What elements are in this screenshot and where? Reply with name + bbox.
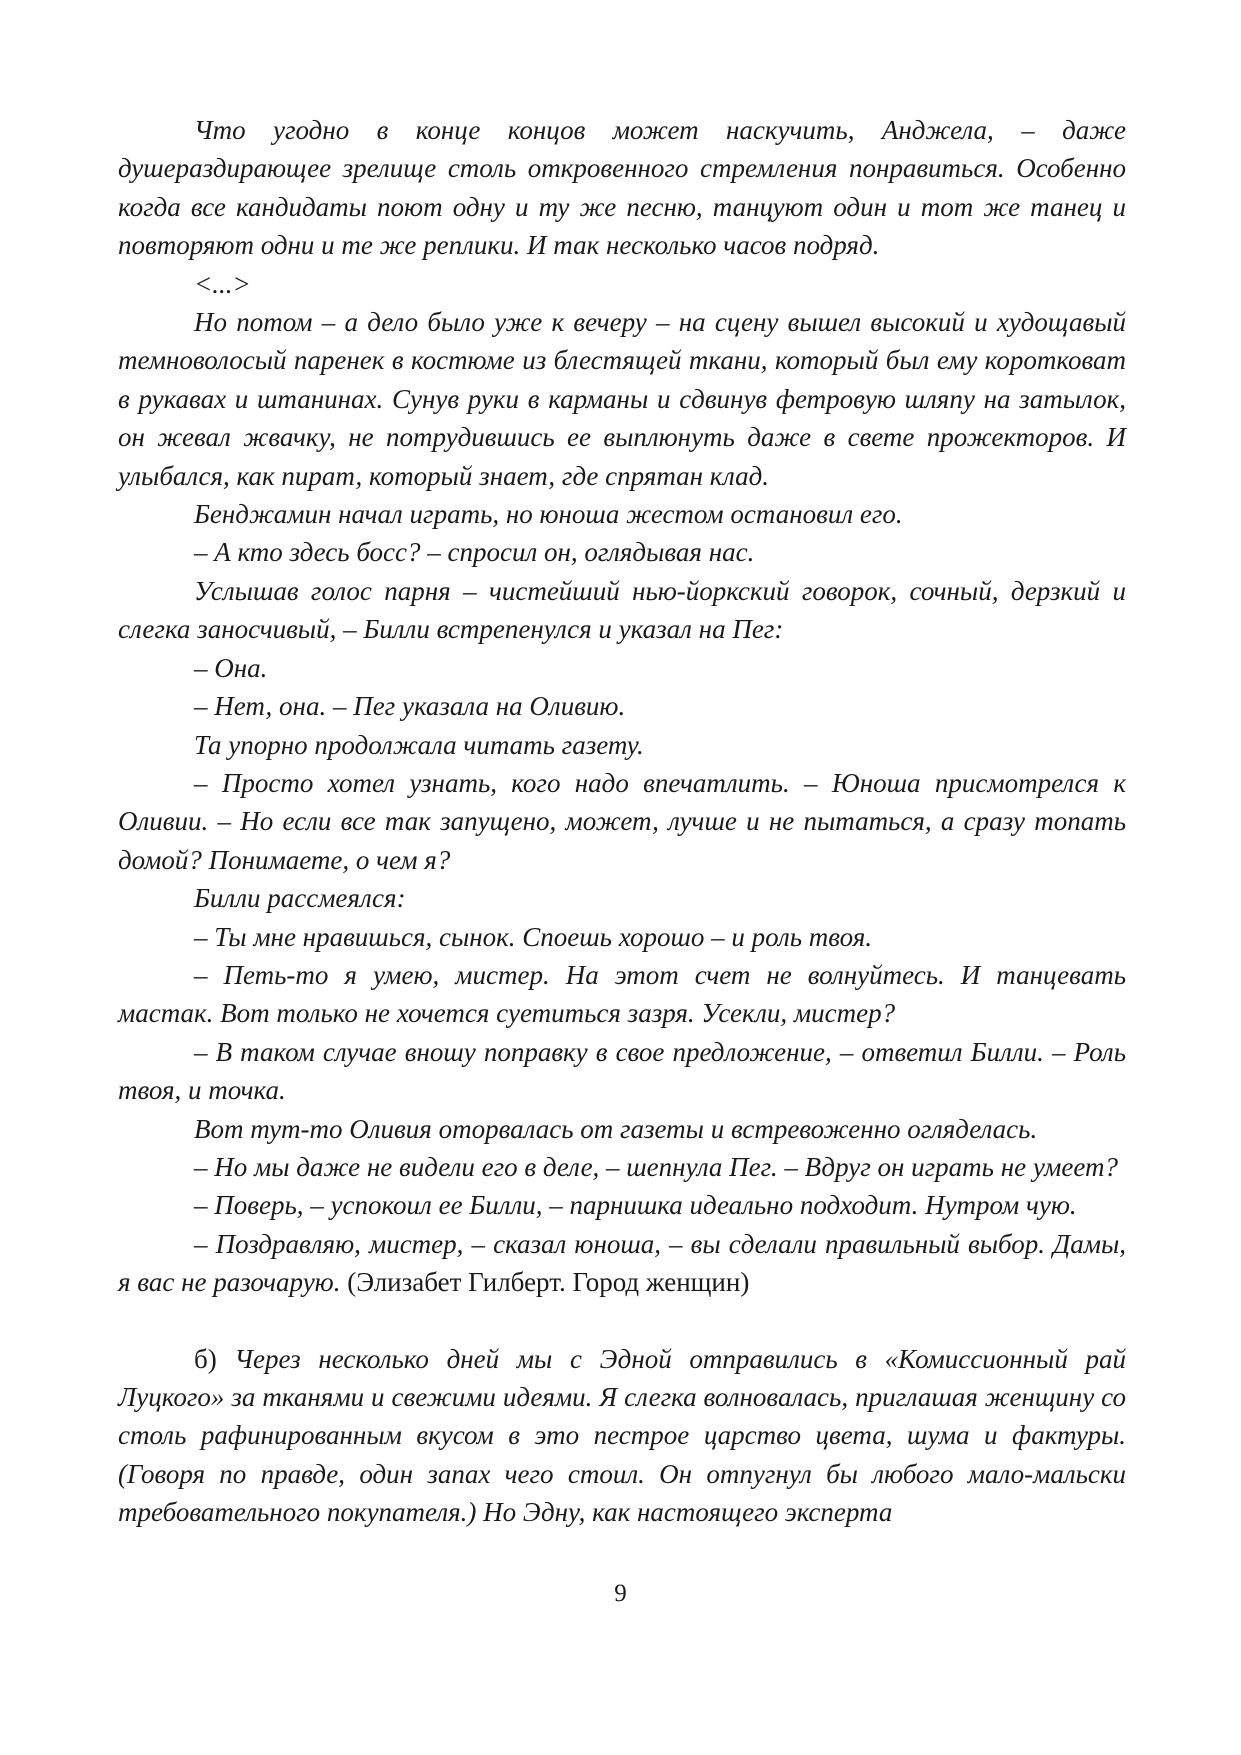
- paragraph-16: – Но мы даже не видели его в деле, – шепнула Пег. – Вдруг он играть не умеет?: [194, 1151, 1118, 1182]
- section-gap: [118, 1302, 1126, 1340]
- paragraph-1: Что угодно в конце концов может наскучить, Анджела, – даже душераздирающее зрелище столь откровенного стремления понравиться. Особенно когда все кандидаты поют одну и ту же песню, танцуют один и тот же танец и повторяют одни и те же реплики. И так несколько часов подряд.: [118, 115, 1126, 261]
- paragraph-17: – Поверь, – успокоил ее Билли, – парнишка идеально подходит. Нутром чую.: [194, 1190, 1077, 1221]
- paragraph-14: – В таком случае вношу поправку в свое предложение, – ответил Билли. – Роль твоя, и точка.: [118, 1036, 1126, 1106]
- paragraph-12: – Ты мне нравишься, сынок. Споешь хорошо – и роль твоя.: [194, 921, 873, 952]
- paragraph-13: – Петь-то я умею, мистер. На этот счет не волнуйтесь. И танцевать мастак. Вот только не хочется суетиться зазря. Усекли, мистер?: [118, 959, 1126, 1029]
- paragraph-5: – А кто здесь босс? – спросил он, оглядывая нас.: [194, 537, 755, 568]
- paragraph-11: Билли рассмеялся:: [194, 883, 406, 914]
- paragraph-final: [118, 1225, 1126, 1302]
- paragraph-10: – Просто хотел узнать, кого надо впечатлить. – Юноша присмотрелся к Оливии. – Но если все так запущено, может, лучше и не пытаться, а сразу топать домой? Понимаете, о чем я?: [118, 767, 1126, 875]
- paragraph-15: Вот тут-то Оливия оторвалась от газеты и встревоженно огляделась.: [194, 1113, 1038, 1144]
- body-text: [118, 111, 1126, 1532]
- paragraph-4: Бенджамин начал играть, но юноша жестом остановил его.: [194, 499, 903, 530]
- paragraph-6: Услышав голос парня – чистейший нью-йоркский говорок, сочный, дерзкий и слегка заносчивый, – Билли встрепенулся и указал на Пег:: [118, 575, 1126, 645]
- paragraph-ellipsis: <...>: [194, 268, 251, 299]
- final-quote-text: – Поздравляю, мистер, – сказал юноша, – вы сделали правильный выбор. Дамы, я вас не разочарую.: [118, 1228, 1126, 1298]
- section-b-text: Через несколько дней мы с Эдной отправились в «Комиссионный рай Луцкого» за тканями и свежими идеями. Я слегка волновалась, приглашая женщину со столь рафинированным вкусом в это пестрое царство цвета, шума и фактуры. (Говоря по правде, один запах чего стоил. Он отпугнул бы любого мало-мальски требовательного покупателя.) Но Эдну, как настоящего эксперта: [118, 1343, 1126, 1528]
- section-b-paragraph: [118, 1340, 1126, 1532]
- source-citation: (Элизабет Гилберт. Город женщин): [347, 1267, 750, 1298]
- paragraph-9: Та упорно продолжала читать газету.: [194, 729, 644, 760]
- page-number: 9: [614, 1580, 627, 1607]
- paragraph-8: – Нет, она. – Пег указала на Оливию.: [194, 691, 626, 722]
- section-b-marker: б): [194, 1343, 217, 1374]
- paragraph-3: Но потом – а дело было уже к вечеру – на сцену вышел высокий и худощавый темноволосый паренек в костюме из блестящей ткани, который был ему коротковат в рукавах и штанинах. Сунув руки в карманы и сдвинув фетровую шляпу на затылок, он жевал жвачку, не потрудившись ее выплюнуть даже в свете прожекторов. И улыбался, как пират, который знает, где спрятан клад.: [118, 307, 1126, 491]
- paragraph-7: – Она.: [194, 652, 268, 683]
